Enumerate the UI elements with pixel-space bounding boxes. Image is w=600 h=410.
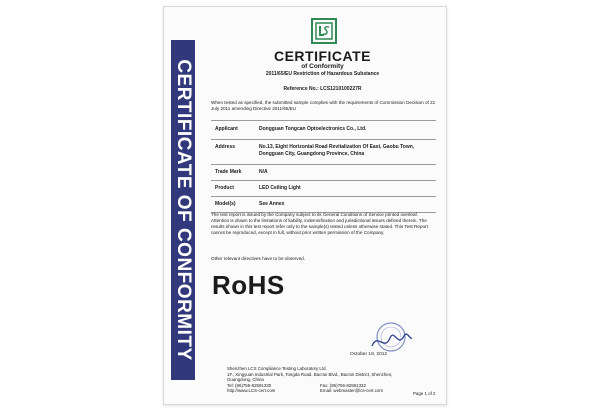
applicant-value: Dongguan Tongcan Optoelectronics Co., Ltd. [259, 126, 367, 132]
models-label: Model(s) [215, 201, 236, 207]
lcs-logo-icon [311, 18, 337, 44]
product-label: Product [215, 185, 234, 191]
reference-label: Reference No.: [283, 86, 319, 92]
page-number: Page 1 of 2 [413, 391, 436, 396]
intro-text: When tested as specified, the submitted sample complies with the requirements of Commission Decision of 21 July 2011 amending Directive 2011/65/EU [211, 100, 436, 111]
address-value: No.13, Eight Horizontal Road Revitalization Of East, Gaobu Town, Dongguan City, Guangdong Province, China [259, 144, 415, 157]
directive-title: 2011/65/EU Restriction of Hazardous Substance [265, 71, 380, 77]
reference-line [205, 86, 440, 92]
footer [227, 366, 437, 394]
lab-address-1: 1F., Xingyuan Industrial Park, Tongda Road, Bao'an Blvd., Bao'an District, Shenzhen, [227, 371, 393, 377]
other-directives-text: Other relevant directives have to be observed. [211, 256, 305, 261]
lab-tel: Tel: (86)755-82591330 [227, 382, 272, 388]
product-value: LED Ceiling Light [259, 185, 301, 191]
address-label: Address [215, 144, 236, 150]
reference-number: LCS1210100227R [320, 86, 362, 92]
rohs-mark: RoHS [212, 270, 285, 300]
web-row [227, 388, 437, 394]
issue-date: October 18, 2012 [350, 352, 388, 357]
table-row [211, 164, 436, 180]
table-row [211, 120, 436, 139]
disclaimer-text: The test report is issued by the Company subject to its General Conditions of Service printed overleaf. Attention is drawn to the limitations of liability, indemnification and jurisdictional issues defined therein. The results shown in this test report refer only to the sample(s) tested unless otherwise stated. This Test Report cannot be reproduced, except in full, without prior written permission of the Company. [211, 212, 428, 235]
lab-website-link[interactable]: http://www.LCS-cert.com [227, 388, 276, 394]
certificate-title: CERTIFICATE [273, 48, 371, 64]
details-table [211, 120, 436, 213]
table-row [211, 180, 436, 196]
trade-mark-value: N/A [259, 169, 268, 175]
table-row [211, 139, 436, 164]
lab-email-link[interactable]: Email: webmaster@lcs-cert.com [320, 388, 384, 394]
trade-mark-label: Trade Mark [215, 169, 242, 175]
side-banner-text: CERTIFICATE OF CONFORMITY [173, 59, 194, 361]
applicant-label: Applicant [215, 126, 238, 132]
lab-address-2: Guangdong, China [227, 377, 264, 383]
lab-fax: Fax: (86)755-82591332 [320, 382, 366, 388]
lab-name: Shenzhen LCS Compliance Testing Laboratory Ltd. [227, 366, 327, 371]
certificate-subtitle: of Conformity [301, 63, 344, 70]
models-value: See Annex [259, 201, 285, 207]
table-row [211, 196, 436, 213]
